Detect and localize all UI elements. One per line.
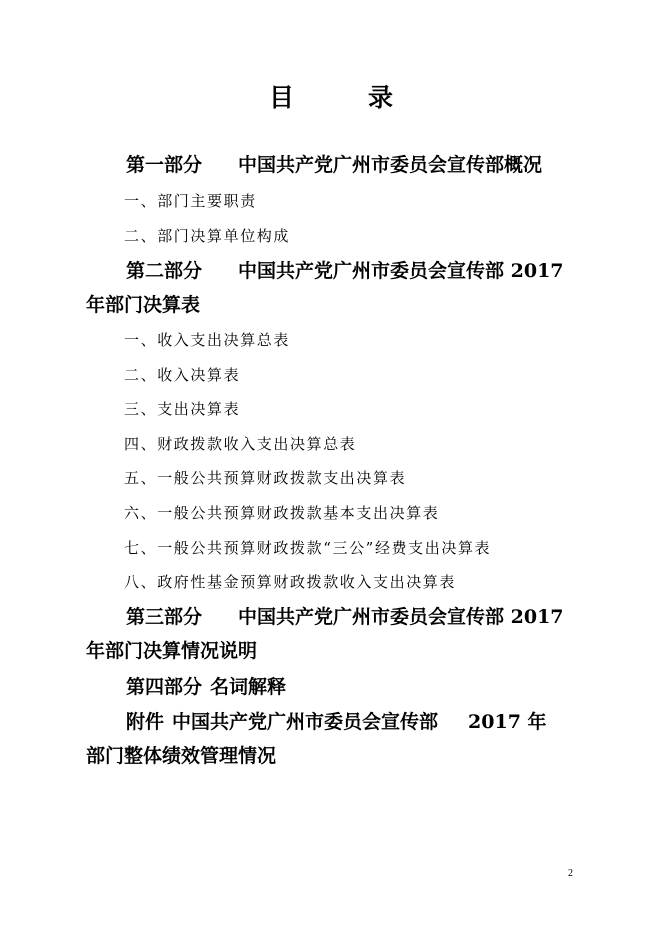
attachment-text: 中国共产党广州市委员会宣传部 [172, 711, 439, 733]
toc-item-2-4[interactable]: 四、财政拨款收入支出决算总表 [124, 435, 357, 453]
page-title [0, 80, 662, 116]
toc-item-2-2[interactable]: 二、收入决算表 [124, 366, 241, 384]
toc-part-2[interactable] [86, 254, 586, 322]
attachment-label: 附件 [126, 711, 165, 733]
part-4-label: 第四部分 [126, 676, 203, 698]
part-3-label: 第三部分 [126, 606, 203, 628]
attachment-continuation: 部门整体绩效管理情况 [86, 745, 277, 767]
part-3-text: 中国共产党广州市委员会宣传部 2017 [238, 606, 564, 628]
toc-part-4[interactable] [86, 670, 586, 704]
part-4-text: 名词解释 [210, 676, 287, 698]
toc-item-2-8[interactable]: 八、政府性基金预算财政拨款收入支出决算表 [124, 573, 457, 591]
toc-item-1-2[interactable]: 二、部门决算单位构成 [124, 227, 291, 245]
attachment-year: 2017 年 [468, 711, 547, 733]
part-1-text: 中国共产党广州市委员会宣传部概况 [238, 154, 543, 176]
toc-part-3[interactable] [86, 600, 586, 668]
part-3-continuation: 年部门决算情况说明 [86, 640, 258, 662]
toc-item-2-6[interactable]: 六、一般公共预算财政拨款基本支出决算表 [124, 504, 440, 522]
title-char-2: 录 [368, 83, 394, 112]
title-char-1: 目 [268, 83, 294, 112]
part-1-label: 第一部分 [126, 154, 203, 176]
toc-item-2-1[interactable]: 一、收入支出决算总表 [124, 331, 291, 349]
toc-attachment[interactable] [86, 705, 586, 773]
part-2-continuation: 年部门决算表 [86, 294, 201, 316]
page-number: 2 [568, 868, 573, 879]
part-2-label: 第二部分 [126, 260, 203, 282]
toc-item-2-3[interactable]: 三、支出决算表 [124, 400, 241, 418]
toc-item-2-7[interactable]: 七、一般公共预算财政拨款“三公”经费支出决算表 [124, 539, 492, 557]
toc-item-1-1[interactable]: 一、部门主要职责 [124, 192, 257, 210]
toc-item-2-5[interactable]: 五、一般公共预算财政拨款支出决算表 [124, 469, 407, 487]
toc-part-1[interactable] [86, 148, 586, 182]
part-2-text: 中国共产党广州市委员会宣传部 2017 [238, 260, 564, 282]
